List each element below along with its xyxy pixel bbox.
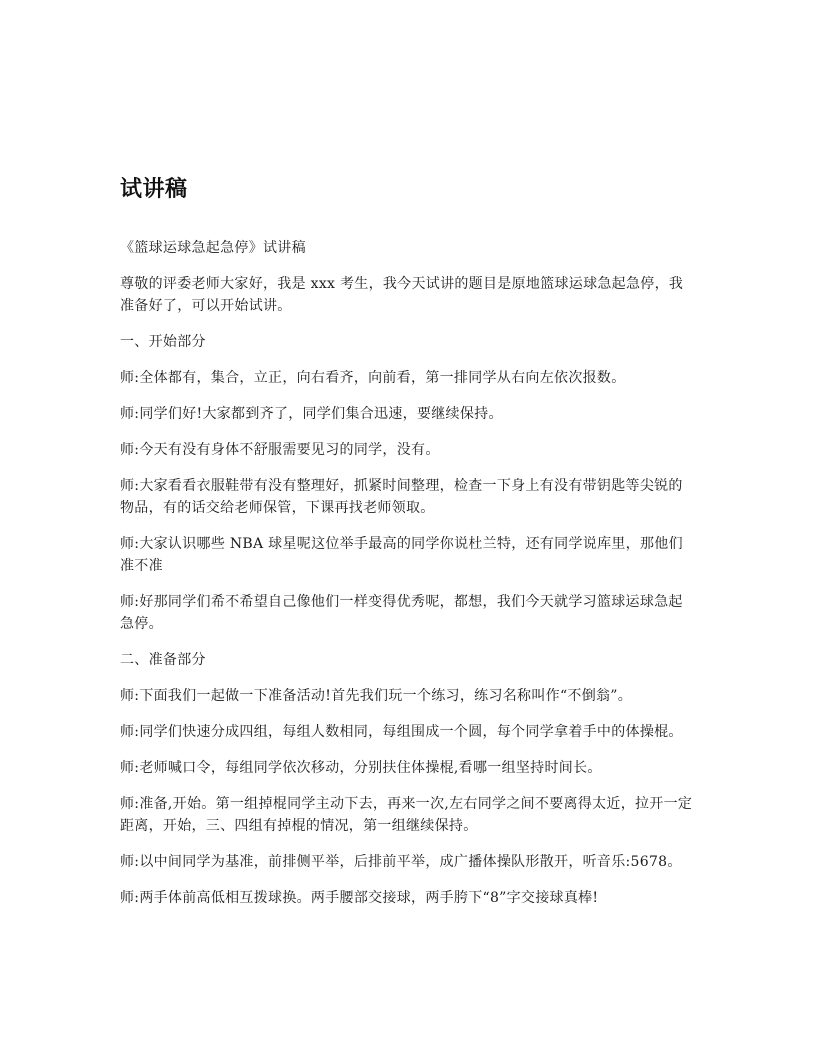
lesson-title: 《篮球运球急起急停》试讲稿: [120, 240, 306, 256]
greeting-paragraph: 尊敬的评委老师大家好，我是 xxx 考生，我今天试讲的题目是原地篮球运球急起急停，我准备好了，可以开始试讲。: [120, 276, 684, 314]
paragraph: 师:以中间同学为基准，前排侧平举，后排前平举，成广播体操队形散开，听音乐:5678。: [120, 854, 682, 870]
paragraph: 师:同学们好!大家都到齐了，同学们集合迅速，要继续保持。: [120, 406, 503, 422]
paragraph: 师:准备,开始。第一组掉棍同学主动下去，再来一次,左右同学之间不要离得太近，拉开一定距离，开始，三、四组有掉棍的情况，第一组继续保持。: [120, 796, 693, 834]
paragraph: 师:老师喊口令，每组同学依次移动，分别扶住体操棍,看哪一组坚持时间长。: [120, 760, 602, 776]
paragraph: 师:大家认识哪些 NBA 球星呢这位举手最高的同学你说杜兰特，还有同学说库里，那他们准不准: [120, 536, 683, 574]
paragraph: 师:大家看看衣服鞋带有没有整理好，抓紧时间整理，检查一下身上有没有带钥匙等尖锐的物品，有的话交给老师保管，下课再找老师领取。: [120, 478, 683, 516]
paragraph: 师:同学们快速分成四组，每组人数相同，每组围成一个圆，每个同学拿着手中的体操棍。: [120, 724, 683, 740]
paragraph: 师:全体都有，集合，立正，向右看齐，向前看，第一排同学从右向左依次报数。: [120, 370, 626, 386]
paragraph: 师:下面我们一起做一下准备活动!首先我们玩一个练习，练习名称叫作“不倒翁”。: [120, 688, 633, 704]
section-heading-start: 一、开始部分: [120, 334, 206, 350]
section-heading-preparation: 二、准备部分: [120, 652, 206, 668]
paragraph: 师:好那同学们希不希望自己像他们一样变得优秀呢，都想，我们今天就学习篮球运球急起急停。: [120, 594, 683, 632]
document-body: [120, 172, 696, 923]
paragraph: 师:今天有没有身体不舒服需要见习的同学，没有。: [120, 442, 440, 458]
paragraph: 师:两手体前高低相互拨球换。两手腰部交接球，两手胯下“8”字交接球真棒!: [120, 890, 599, 906]
document-title: 试讲稿: [120, 177, 188, 202]
